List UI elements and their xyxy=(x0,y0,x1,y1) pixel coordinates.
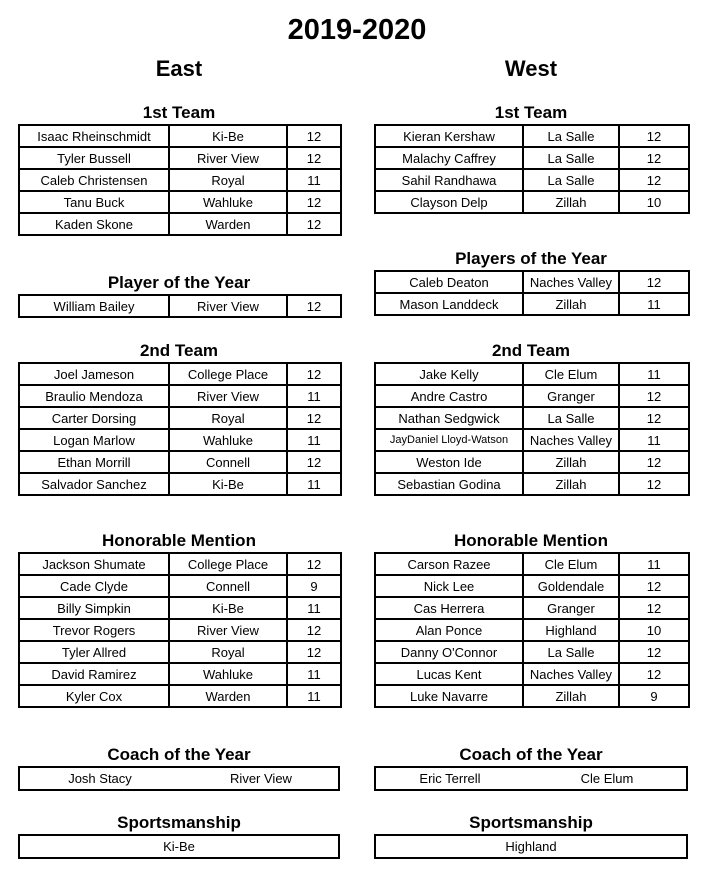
coach-name: Josh Stacy xyxy=(68,771,132,786)
player-name: Isaac Rheinschmidt xyxy=(19,125,169,147)
school: Wahluke xyxy=(169,663,287,685)
player-name: Logan Marlow xyxy=(19,429,169,451)
school: Royal xyxy=(169,641,287,663)
school: River View xyxy=(169,295,287,317)
player-name: Nathan Sedgwick xyxy=(375,407,523,429)
player-name: Weston Ide xyxy=(375,451,523,473)
table-row xyxy=(375,293,689,315)
grade: 12 xyxy=(287,641,341,663)
sportsmanship-school: Highland xyxy=(505,839,557,854)
west-second-team-title: 2nd Team xyxy=(491,341,571,360)
table-row xyxy=(375,575,689,597)
school: Ki-Be xyxy=(169,125,287,147)
table-row xyxy=(19,147,341,169)
east-heading: East xyxy=(155,56,203,81)
grade: 12 xyxy=(619,407,689,429)
table-row xyxy=(375,147,689,169)
player-name: Joel Jameson xyxy=(19,363,169,385)
player-name: Mason Landdeck xyxy=(375,293,523,315)
coach-school: Cle Elum xyxy=(580,771,634,786)
player-name: Clayson Delp xyxy=(375,191,523,213)
player-name: Carter Dorsing xyxy=(19,407,169,429)
east-second-team-table xyxy=(18,362,342,496)
table-row xyxy=(19,619,341,641)
west-sportsmanship-box xyxy=(374,834,688,859)
school: Cle Elum xyxy=(523,363,619,385)
west-poy-title: Players of the Year xyxy=(455,249,607,268)
grade: 12 xyxy=(619,451,689,473)
table-row xyxy=(19,429,341,451)
grade: 12 xyxy=(287,451,341,473)
west-sportsmanship-title: Sportsmanship xyxy=(469,813,593,832)
table-row xyxy=(375,597,689,619)
school: Zillah xyxy=(523,191,619,213)
east-poy-title: Player of the Year xyxy=(107,273,251,292)
grade: 12 xyxy=(619,169,689,191)
school: Granger xyxy=(523,385,619,407)
player-name: Nick Lee xyxy=(375,575,523,597)
grade: 11 xyxy=(287,685,341,707)
west-heading: West xyxy=(504,56,558,81)
grade: 11 xyxy=(287,663,341,685)
west-poy-table xyxy=(374,270,690,316)
sportsmanship-school: Ki-Be xyxy=(163,839,195,854)
east-first-team-title: 1st Team xyxy=(142,103,216,122)
player-name: Sebastian Godina xyxy=(375,473,523,495)
table-row xyxy=(19,641,341,663)
west-coach-box xyxy=(374,766,688,791)
player-name: Billy Simpkin xyxy=(19,597,169,619)
east-coach-title: Coach of the Year xyxy=(107,745,251,764)
school: College Place xyxy=(169,553,287,575)
page-title: 2019-2020 xyxy=(287,14,427,46)
school: Goldendale xyxy=(523,575,619,597)
table-row xyxy=(19,597,341,619)
player-name: Sahil Randhawa xyxy=(375,169,523,191)
grade: 11 xyxy=(619,363,689,385)
west-honorable-table xyxy=(374,552,690,708)
player-name: Braulio Mendoza xyxy=(19,385,169,407)
east-sportsmanship-box xyxy=(18,834,340,859)
school: Granger xyxy=(523,597,619,619)
school: La Salle xyxy=(523,147,619,169)
school: Zillah xyxy=(523,293,619,315)
school: Naches Valley xyxy=(523,663,619,685)
table-row xyxy=(19,575,341,597)
school: Naches Valley xyxy=(523,429,619,451)
player-name: David Ramirez xyxy=(19,663,169,685)
grade: 12 xyxy=(619,385,689,407)
grade: 12 xyxy=(619,663,689,685)
table-row xyxy=(19,125,341,147)
school: Cle Elum xyxy=(523,553,619,575)
player-name: Jake Kelly xyxy=(375,363,523,385)
table-row xyxy=(375,553,689,575)
grade: 11 xyxy=(287,597,341,619)
coach-name: Eric Terrell xyxy=(419,771,481,786)
table-row xyxy=(375,271,689,293)
player-name: Kyler Cox xyxy=(19,685,169,707)
table-row xyxy=(375,619,689,641)
west-second-team-table xyxy=(374,362,690,496)
player-name: Alan Ponce xyxy=(375,619,523,641)
grade: 12 xyxy=(619,473,689,495)
west-first-team-title: 1st Team xyxy=(494,103,568,122)
school: College Place xyxy=(169,363,287,385)
table-row xyxy=(19,451,341,473)
player-name: Tanu Buck xyxy=(19,191,169,213)
table-row xyxy=(375,363,689,385)
table-row xyxy=(375,125,689,147)
table-row xyxy=(19,685,341,707)
player-name: William Bailey xyxy=(19,295,169,317)
table-row xyxy=(19,191,341,213)
school: River View xyxy=(169,147,287,169)
player-name: Salvador Sanchez xyxy=(19,473,169,495)
table-row xyxy=(19,213,341,235)
grade: 11 xyxy=(287,385,341,407)
table-row xyxy=(375,451,689,473)
east-honorable-table xyxy=(18,552,342,708)
grade: 12 xyxy=(287,407,341,429)
table-row xyxy=(375,169,689,191)
table-row xyxy=(375,191,689,213)
school: Ki-Be xyxy=(169,473,287,495)
player-name: Caleb Christensen xyxy=(19,169,169,191)
grade: 12 xyxy=(287,125,341,147)
school: Warden xyxy=(169,213,287,235)
east-honorable-title: Honorable Mention xyxy=(102,531,256,550)
player-name: Danny O'Connor xyxy=(375,641,523,663)
school: Naches Valley xyxy=(523,271,619,293)
grade: 10 xyxy=(619,619,689,641)
player-name: Cade Clyde xyxy=(19,575,169,597)
grade: 11 xyxy=(287,473,341,495)
school: Ki-Be xyxy=(169,597,287,619)
player-name: Andre Castro xyxy=(375,385,523,407)
player-name: Ethan Morrill xyxy=(19,451,169,473)
school: River View xyxy=(169,385,287,407)
table-row xyxy=(19,663,341,685)
school: Connell xyxy=(169,575,287,597)
grade: 12 xyxy=(619,575,689,597)
east-second-team-title: 2nd Team xyxy=(139,341,219,360)
player-name: JayDaniel Lloyd-Watson xyxy=(375,429,523,451)
table-row xyxy=(375,685,689,707)
player-name: Carson Razee xyxy=(375,553,523,575)
school: Zillah xyxy=(523,685,619,707)
table-row xyxy=(19,385,341,407)
grade: 12 xyxy=(287,213,341,235)
table-row xyxy=(375,407,689,429)
west-honorable-title: Honorable Mention xyxy=(454,531,608,550)
east-coach-box xyxy=(18,766,340,791)
grade: 12 xyxy=(287,191,341,213)
grade: 11 xyxy=(287,169,341,191)
player-name: Luke Navarre xyxy=(375,685,523,707)
grade: 11 xyxy=(619,293,689,315)
school: Connell xyxy=(169,451,287,473)
grade: 10 xyxy=(619,191,689,213)
grade: 12 xyxy=(287,147,341,169)
east-first-team-table xyxy=(18,124,342,236)
school: La Salle xyxy=(523,407,619,429)
table-row xyxy=(19,295,341,317)
school: La Salle xyxy=(523,641,619,663)
grade: 12 xyxy=(287,553,341,575)
school: Royal xyxy=(169,169,287,191)
player-name: Cas Herrera xyxy=(375,597,523,619)
grade: 11 xyxy=(287,429,341,451)
grade: 12 xyxy=(287,295,341,317)
grade: 11 xyxy=(619,553,689,575)
player-name: Tyler Allred xyxy=(19,641,169,663)
east-poy-table xyxy=(18,294,342,318)
school: Zillah xyxy=(523,473,619,495)
school: La Salle xyxy=(523,169,619,191)
grade: 12 xyxy=(287,619,341,641)
grade: 12 xyxy=(619,147,689,169)
east-sportsmanship-title: Sportsmanship xyxy=(117,813,241,832)
player-name: Trevor Rogers xyxy=(19,619,169,641)
player-name: Caleb Deaton xyxy=(375,271,523,293)
table-row xyxy=(375,641,689,663)
table-row xyxy=(19,169,341,191)
school: Royal xyxy=(169,407,287,429)
school: La Salle xyxy=(523,125,619,147)
grade: 12 xyxy=(619,125,689,147)
grade: 9 xyxy=(619,685,689,707)
west-coach-title: Coach of the Year xyxy=(459,745,603,764)
table-row xyxy=(19,553,341,575)
player-name: Jackson Shumate xyxy=(19,553,169,575)
table-row xyxy=(375,663,689,685)
grade: 12 xyxy=(619,641,689,663)
player-name: Malachy Caffrey xyxy=(375,147,523,169)
table-row xyxy=(375,473,689,495)
table-row xyxy=(19,407,341,429)
player-name: Kieran Kershaw xyxy=(375,125,523,147)
school: Highland xyxy=(523,619,619,641)
grade: 12 xyxy=(619,271,689,293)
school: Warden xyxy=(169,685,287,707)
table-row xyxy=(19,363,341,385)
school: Zillah xyxy=(523,451,619,473)
table-row xyxy=(19,473,341,495)
player-name: Tyler Bussell xyxy=(19,147,169,169)
school: Wahluke xyxy=(169,429,287,451)
table-row xyxy=(375,385,689,407)
west-first-team-table xyxy=(374,124,690,214)
school: Wahluke xyxy=(169,191,287,213)
table-row xyxy=(375,429,689,451)
coach-school: River View xyxy=(230,771,292,786)
grade: 12 xyxy=(287,363,341,385)
player-name: Kaden Skone xyxy=(19,213,169,235)
school: River View xyxy=(169,619,287,641)
player-name: Lucas Kent xyxy=(375,663,523,685)
grade: 11 xyxy=(619,429,689,451)
grade: 9 xyxy=(287,575,341,597)
grade: 12 xyxy=(619,597,689,619)
